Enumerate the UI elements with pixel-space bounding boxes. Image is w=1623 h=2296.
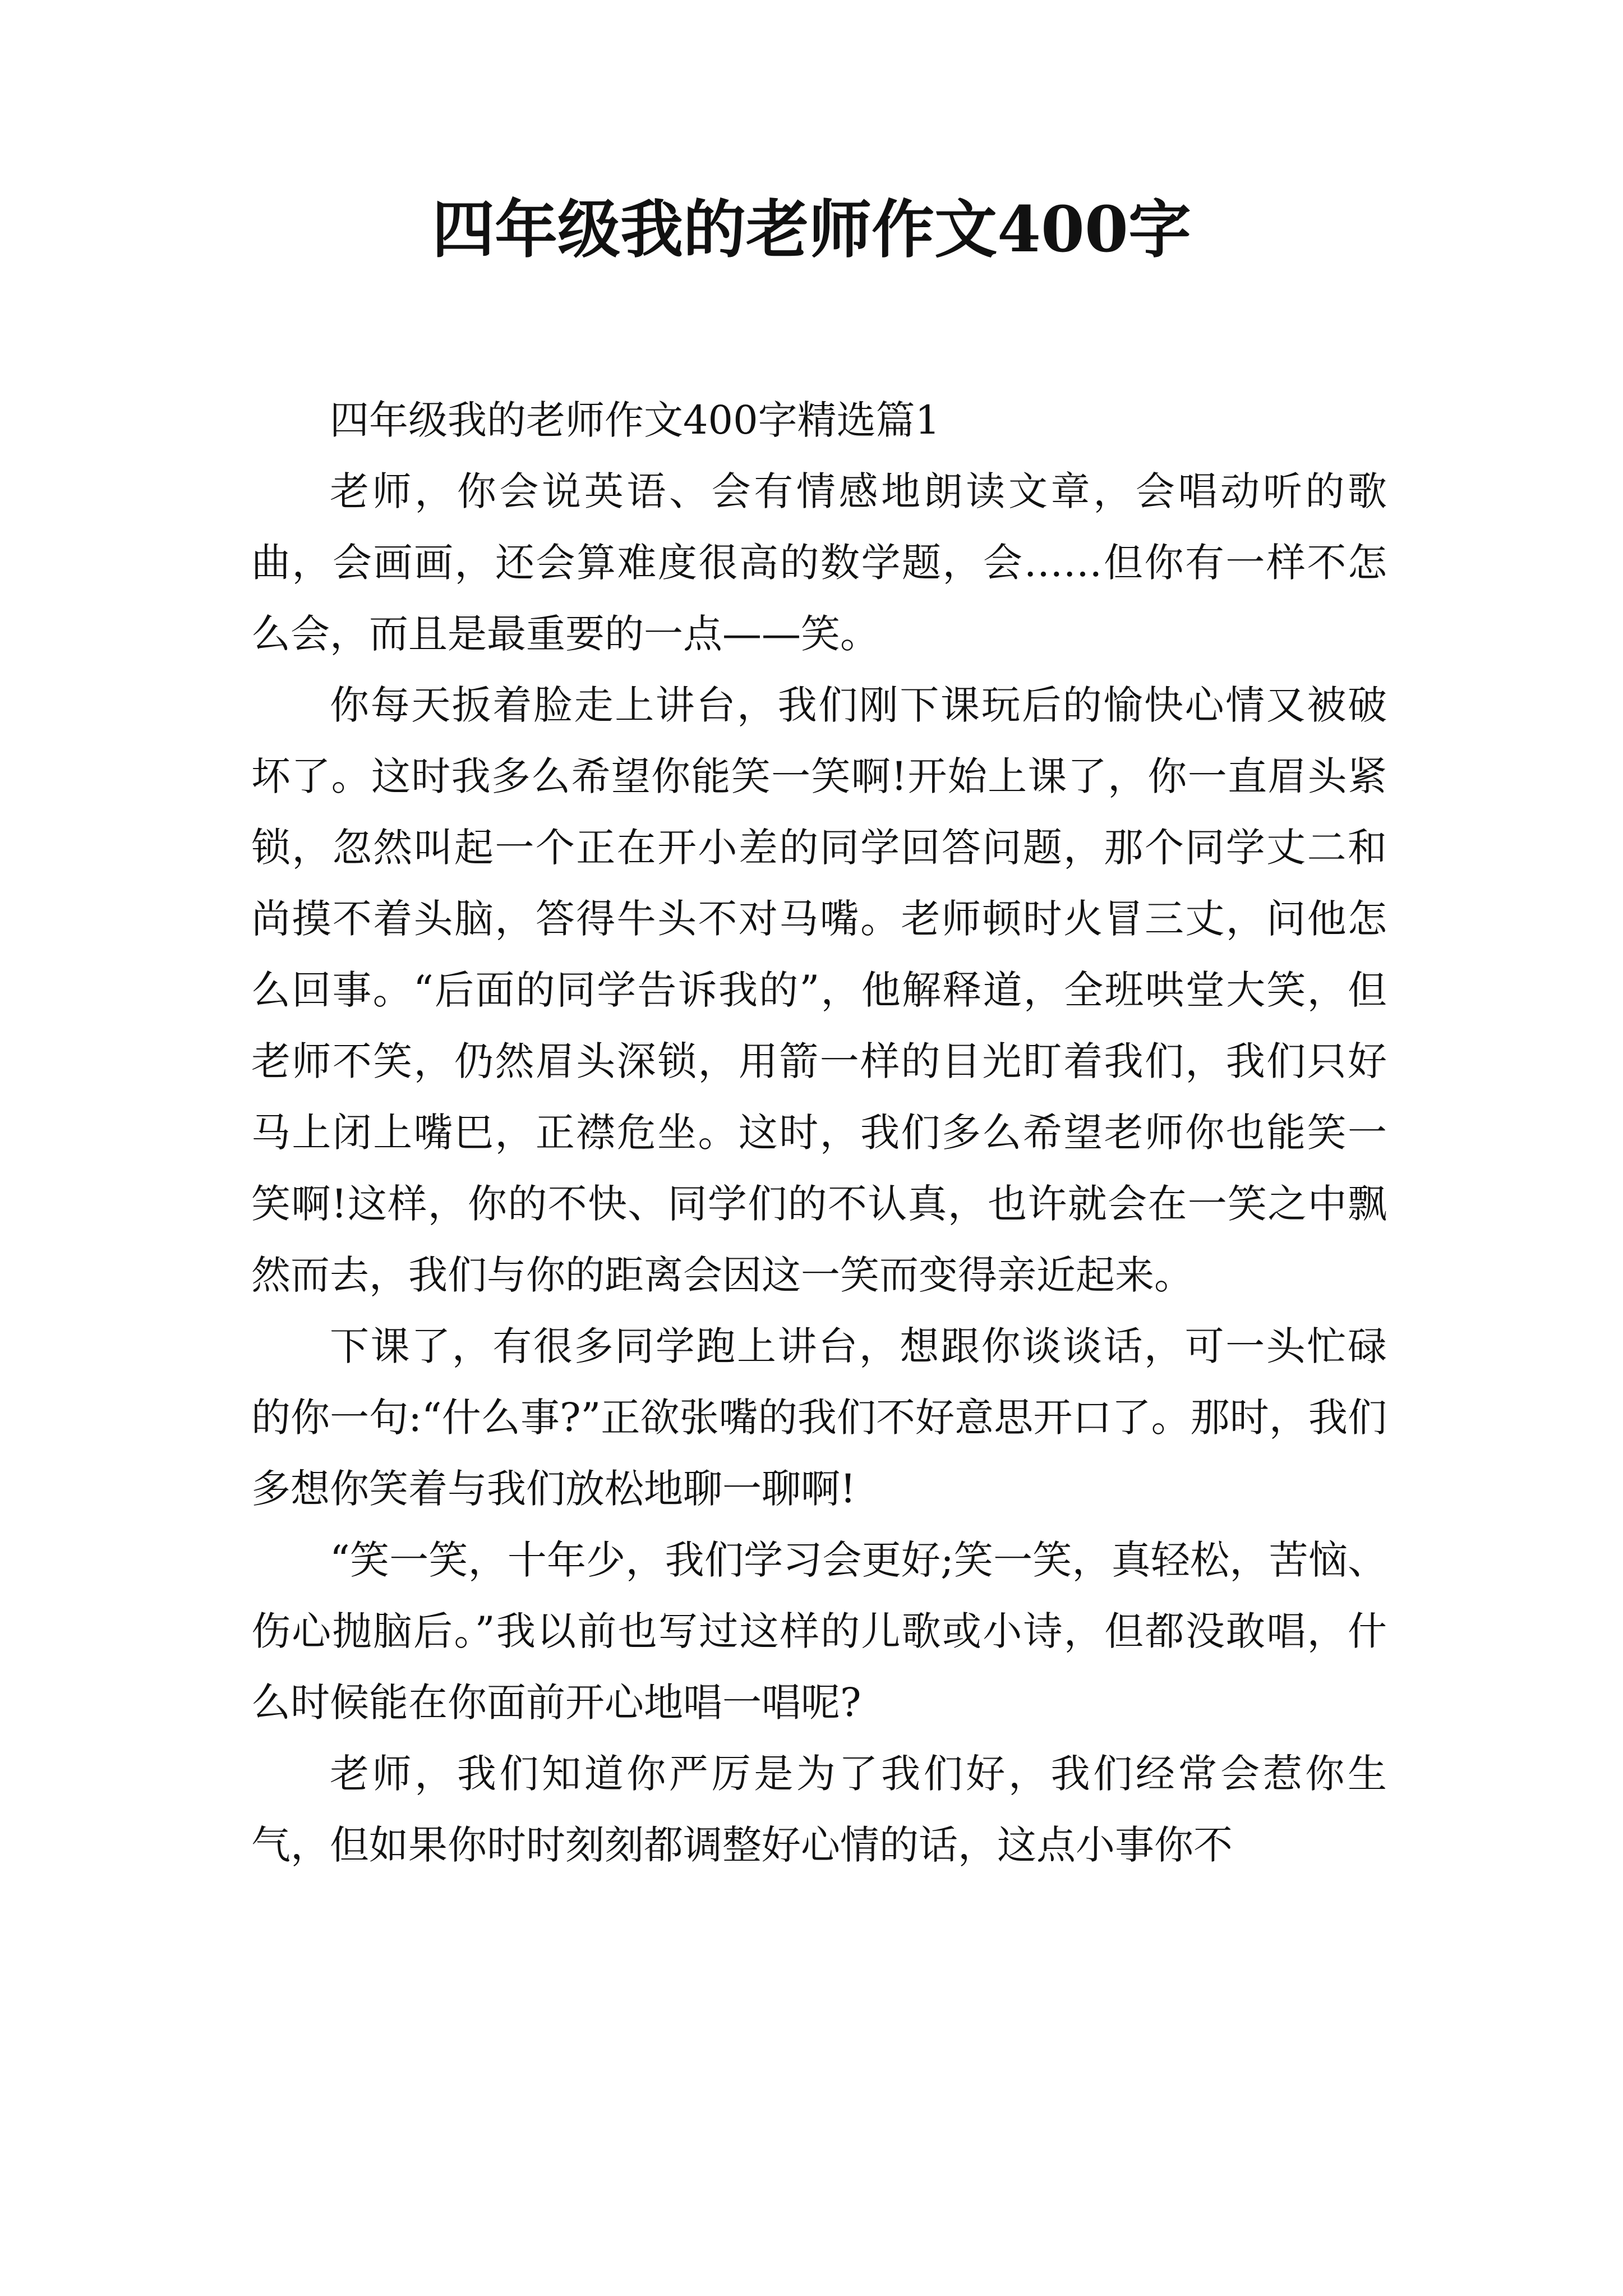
paragraph: “笑一笑，十年少，我们学习会更好;笑一笑，真轻松，苦恼、伤心抛脑后。”我以前也写过这样的儿歌或小诗，但都没敢唱，什么时候能在你面前开心地唱一唱呢? — [251, 1537, 1387, 1726]
paragraph: 下课了，有很多同学跑上讲台，想跟你谈谈话，可一头忙碌的你一句:“什么事?”正欲张嘴的我们不好意思开口了。那时，我们多想你笑着与我们放松地聊一聊啊! — [251, 1323, 1387, 1512]
paragraph: 老师，你会说英语、会有情感地朗读文章，会唱动听的歌曲，会画画，还会算难度很高的数学题，会……但你有一样不怎么会，而且是最重要的一点——笑。 — [251, 468, 1387, 657]
paragraph: 老师，我们知道你严厉是为了我们好，我们经常会惹你生气，但如果你时时刻刻都调整好心情的话，这点小事你不 — [251, 1751, 1387, 1868]
section-heading: 四年级我的老师作文400字精选篇1 — [330, 397, 940, 443]
paragraph: 你每天扳着脸走上讲台，我们刚下课玩后的愉快心情又被破坏了。这时我多么希望你能笑一笑啊!开始上课了，你一直眉头紧锁，忽然叫起一个正在开小差的同学回答问题，那个同学丈二和尚摸不着头脑，答得牛头不对马嘴。老师顿时火冒三丈，问他怎么回事。“后面的同学告诉我的”，他解释道，全班哄堂大笑，但老师不笑，仍然眉头深锁，用箭一样的目光盯着我们，我们只好马上闭上嘴巴，正襟危坐。这时，我们多么希望老师你也能笑一笑啊!这样，你的不快、同学们的不认真，也许就会在一笑之中飘然而去，我们与你的距离会因这一笑而变得亲近起来。 — [251, 682, 1387, 1298]
document-title: 四年级我的老师作文400字 — [432, 193, 1191, 266]
document-body — [251, 385, 1387, 1881]
